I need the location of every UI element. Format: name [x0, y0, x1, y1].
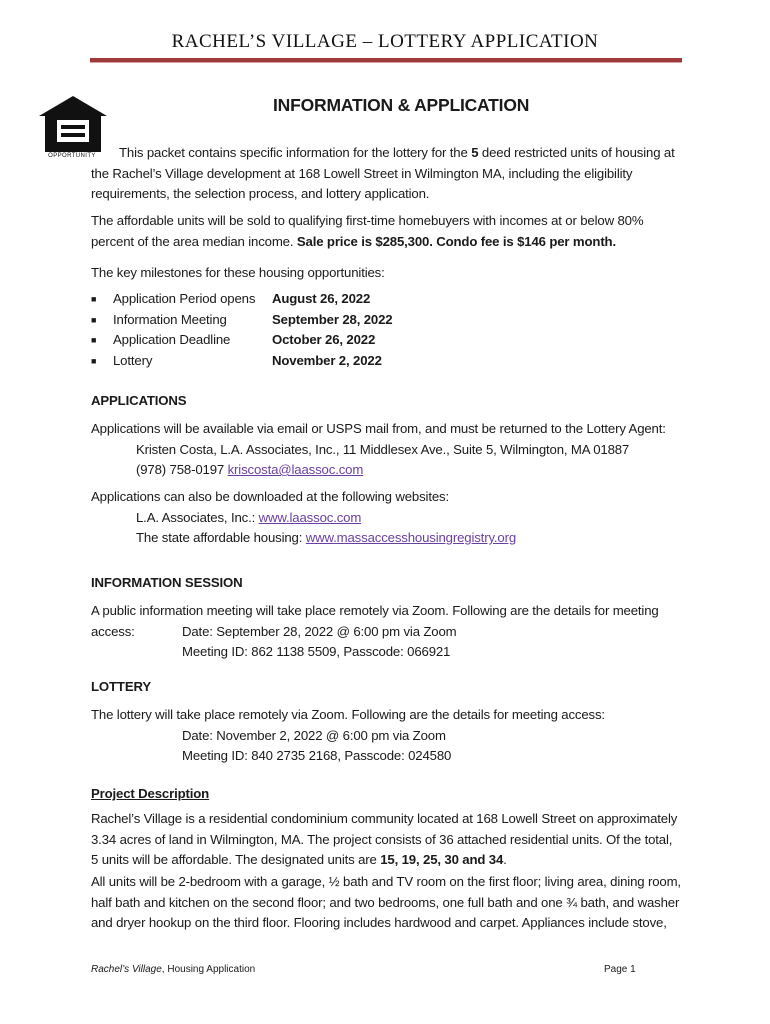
list-item: ■ Application Deadline October 26, 2022 — [91, 332, 376, 347]
lottery-section: The lottery will take place remotely via Zoom. Following are the details for meeting access: Date: November 2, 2022 @ 6:00 pm via Zoom Meeting ID: 840 2735 2168, Passcode: 024580 — [91, 707, 605, 763]
affordable-paragraph: The affordable units will be sold to qualifying first-time homebuyers with incomes at or below 80% percent of the area median income. Sale price is $285,300. Condo fee is $146 per month. — [91, 213, 644, 249]
project-paragraph-1: Rachel’s Village is a residential condominium community located at 168 Lowell Street on approximately 3.34 acres of land in Wilmington, MA. The project consists of 36 attached residential units. Of the total, 5 units will be affordable. The designated units are 15, 19, 25, 30 and 34. — [91, 811, 678, 867]
applications-section: Applications will be available via email or USPS mail from, and must be returned to the Lottery Agent: Kristen Costa, L.A. Associates, Inc., 11 Middlesex Ave., Suite 5, Wilmington, MA 01887 (978) 758-0197 kriscosta@laassoc.com — [91, 421, 666, 477]
applications-websites: Applications can also be downloaded at the following websites: L.A. Associates, Inc.: www.laassoc.com The state affordable housing: www.massaccesshousingregistry.org — [91, 489, 517, 545]
applications-heading: APPLICATIONS — [91, 393, 187, 408]
laassoc-link[interactable]: www.laassoc.com — [258, 509, 362, 525]
project-heading: Project Description — [91, 786, 210, 801]
project-paragraph-2: All units will be 2-bedroom with a garage, ½ bath and TV room on the first floor; living area, dining room, half bath and kitchen on the second floor; and two bedrooms, one full bath and one ¾ bath, and washer and dryer hookup on the third floor. Flooring includes hardwood and carpet. Appliances include stove, — [91, 874, 681, 930]
milestones-intro: The key milestones for these housing opportunities: — [91, 265, 385, 280]
page-title: INFORMATION & APPLICATION — [273, 95, 530, 115]
info-session-heading: INFORMATION SESSION — [91, 575, 243, 590]
milestones-list — [91, 289, 392, 371]
list-item: ■ Information Meeting September 28, 2022 — [91, 311, 393, 327]
footer-left: Rachel’s Village, Housing Application — [91, 964, 256, 975]
header-rule — [90, 58, 682, 63]
page-number: Page 1 — [604, 964, 636, 975]
email-link[interactable]: kriscosta@laassoc.com — [227, 462, 364, 477]
registry-link[interactable]: www.massaccesshousingregistry.org — [305, 530, 517, 545]
info-session-section: A public information meeting will take place remotely via Zoom. Following are the details for meeting access: Date: September 28, 2022 @ 6:00 pm via Zoom Meeting ID: 862 1138 5509, Passcode: 066921 — [91, 603, 659, 659]
lottery-heading: LOTTERY — [91, 679, 151, 694]
intro-paragraph: This packet contains specific information for the lottery for the 5 deed restricted units of housing at the Rachel’s Village development at 168 Lowell Street in Wilmington MA, including the eligibility requirements, the selection process, and lottery application. — [91, 145, 675, 201]
list-item: ■ Application Period opens August 26, 2022 — [91, 291, 371, 306]
list-item: ■ Lottery November 2, 2022 — [91, 352, 382, 368]
header-title: RACHEL’S VILLAGE – LOTTERY APPLICATION — [171, 31, 599, 52]
logo-caption: EQUAL HOUSING OPPORTUNITY — [44, 146, 100, 159]
